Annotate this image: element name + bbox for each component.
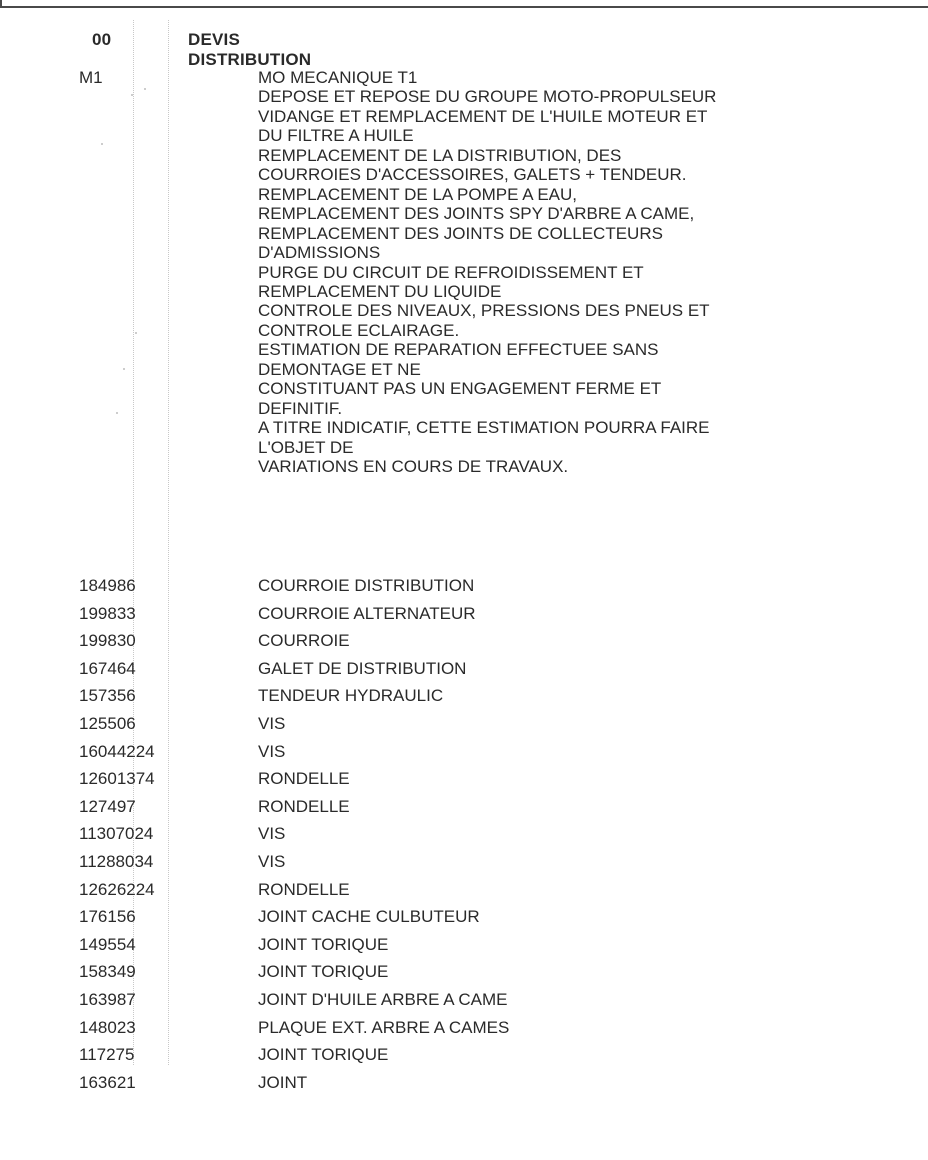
labour-description-line: REMPLACEMENT DE LA POMPE A EAU,	[258, 184, 578, 204]
part-code: 125506	[79, 713, 136, 733]
part-label: PLAQUE EXT. ARBRE A CAMES	[258, 1017, 510, 1037]
part-label: JOINT D'HUILE ARBRE A CAME	[258, 989, 508, 1009]
part-label: COURROIE	[258, 631, 350, 651]
labour-description	[258, 68, 898, 477]
labour-description-line: MO MECANIQUE T1	[258, 68, 418, 87]
labour-description-line: DEPOSE ET REPOSE DU GROUPE MOTO-PROPULSEUR	[258, 87, 717, 107]
part-row	[0, 631, 928, 659]
part-row	[0, 742, 928, 770]
part-row	[0, 714, 928, 742]
part-row	[0, 576, 928, 604]
part-code: 176156	[79, 907, 136, 927]
labour-description-line: DEMONTAGE ET NE	[258, 359, 421, 379]
scan-speck	[123, 368, 125, 370]
labour-description-line: PURGE DU CIRCUIT DE REFROIDISSEMENT ET	[258, 262, 644, 282]
labour-code: M1	[79, 68, 103, 87]
labour-description-line: DEFINITIF.	[258, 398, 343, 418]
part-label: JOINT TORIQUE	[258, 962, 389, 982]
part-code: 163987	[79, 989, 136, 1009]
labour-description-line: CONSTITUANT PAS UN ENGAGEMENT FERME ET	[258, 379, 662, 399]
part-row	[0, 686, 928, 714]
part-code: 163621	[79, 1072, 136, 1092]
part-label: RONDELLE	[258, 879, 350, 899]
labour-description-line: ESTIMATION DE REPARATION EFFECTUEE SANS	[258, 340, 659, 360]
part-code: 158349	[79, 962, 136, 982]
part-row	[0, 797, 928, 825]
labour-description-line: DU FILTRE A HUILE	[258, 126, 414, 146]
part-row	[0, 880, 928, 908]
part-label: JOINT TORIQUE	[258, 1045, 389, 1065]
part-label: COURROIE ALTERNATEUR	[258, 603, 476, 623]
part-row	[0, 659, 928, 687]
part-code: 149554	[79, 934, 136, 954]
labour-description-line: REMPLACEMENT DU LIQUIDE	[258, 281, 502, 301]
part-label: RONDELLE	[258, 796, 350, 816]
labour-description-line: A TITRE INDICATIF, CETTE ESTIMATION POURRA FAIRE	[258, 418, 710, 438]
scan-speck	[116, 412, 118, 414]
part-label: TENDEUR HYDRAULIC	[258, 686, 444, 706]
part-row	[0, 852, 928, 880]
part-row	[0, 769, 928, 797]
part-code: 127497	[79, 796, 136, 816]
part-row	[0, 1045, 928, 1073]
labour-description-line: D'ADMISSIONS	[258, 243, 381, 263]
labour-description-line: L'OBJET DE	[258, 437, 354, 457]
part-code: 16044224	[79, 741, 155, 761]
part-label: VIS	[258, 824, 286, 844]
part-label: COURROIE DISTRIBUTION	[258, 576, 475, 595]
part-label: JOINT	[258, 1072, 308, 1092]
parts-list	[0, 576, 928, 1100]
scan-speck	[135, 332, 137, 334]
labour-description-line: REMPLACEMENT DE LA DISTRIBUTION, DES	[258, 145, 622, 165]
part-code: 167464	[79, 658, 136, 678]
part-code: 184986	[79, 576, 136, 595]
part-code: 12626224	[79, 879, 155, 899]
labour-description-line: REMPLACEMENT DES JOINTS SPY D'ARBRE A CAME,	[258, 204, 695, 224]
part-row	[0, 907, 928, 935]
part-row	[0, 935, 928, 963]
part-row	[0, 1073, 928, 1101]
labour-description-line: CONTROLE ECLAIRAGE.	[258, 320, 460, 340]
frame-left-border	[0, 0, 2, 8]
section-title: DEVIS DISTRIBUTION	[188, 30, 312, 69]
labour-description-line: COURROIES D'ACCESSOIRES, GALETS + TENDEUR.	[258, 165, 687, 185]
part-row	[0, 604, 928, 632]
part-code: 199833	[79, 603, 136, 623]
labour-description-line: VARIATIONS EN COURS DE TRAVAUX.	[258, 457, 569, 477]
part-label: VIS	[258, 851, 286, 871]
part-row	[0, 1018, 928, 1046]
part-row	[0, 824, 928, 852]
scan-speck	[144, 88, 146, 90]
part-label: JOINT TORIQUE	[258, 934, 389, 954]
part-code: 117275	[79, 1045, 135, 1065]
scan-speck	[131, 94, 133, 96]
part-code: 148023	[79, 1017, 136, 1037]
part-label: RONDELLE	[258, 769, 350, 789]
part-code: 12601374	[79, 769, 155, 789]
part-row	[0, 990, 928, 1018]
part-row	[0, 962, 928, 990]
scan-speck	[101, 143, 103, 145]
section-code: 00	[92, 30, 112, 49]
frame-top-border	[0, 6, 928, 8]
labour-description-line: CONTROLE DES NIVEAUX, PRESSIONS DES PNEUS ET	[258, 301, 710, 321]
part-code: 11307024	[79, 824, 154, 844]
labour-description-line: REMPLACEMENT DES JOINTS DE COLLECTEURS	[258, 223, 663, 243]
part-label: VIS	[258, 741, 286, 761]
part-label: JOINT CACHE CULBUTEUR	[258, 907, 480, 927]
part-code: 11288034	[79, 851, 154, 871]
part-code: 199830	[79, 631, 136, 651]
part-label: VIS	[258, 713, 286, 733]
labour-description-line: VIDANGE ET REMPLACEMENT DE L'HUILE MOTEUR ET	[258, 106, 708, 126]
part-code: 157356	[79, 686, 136, 706]
part-label: GALET DE DISTRIBUTION	[258, 658, 467, 678]
